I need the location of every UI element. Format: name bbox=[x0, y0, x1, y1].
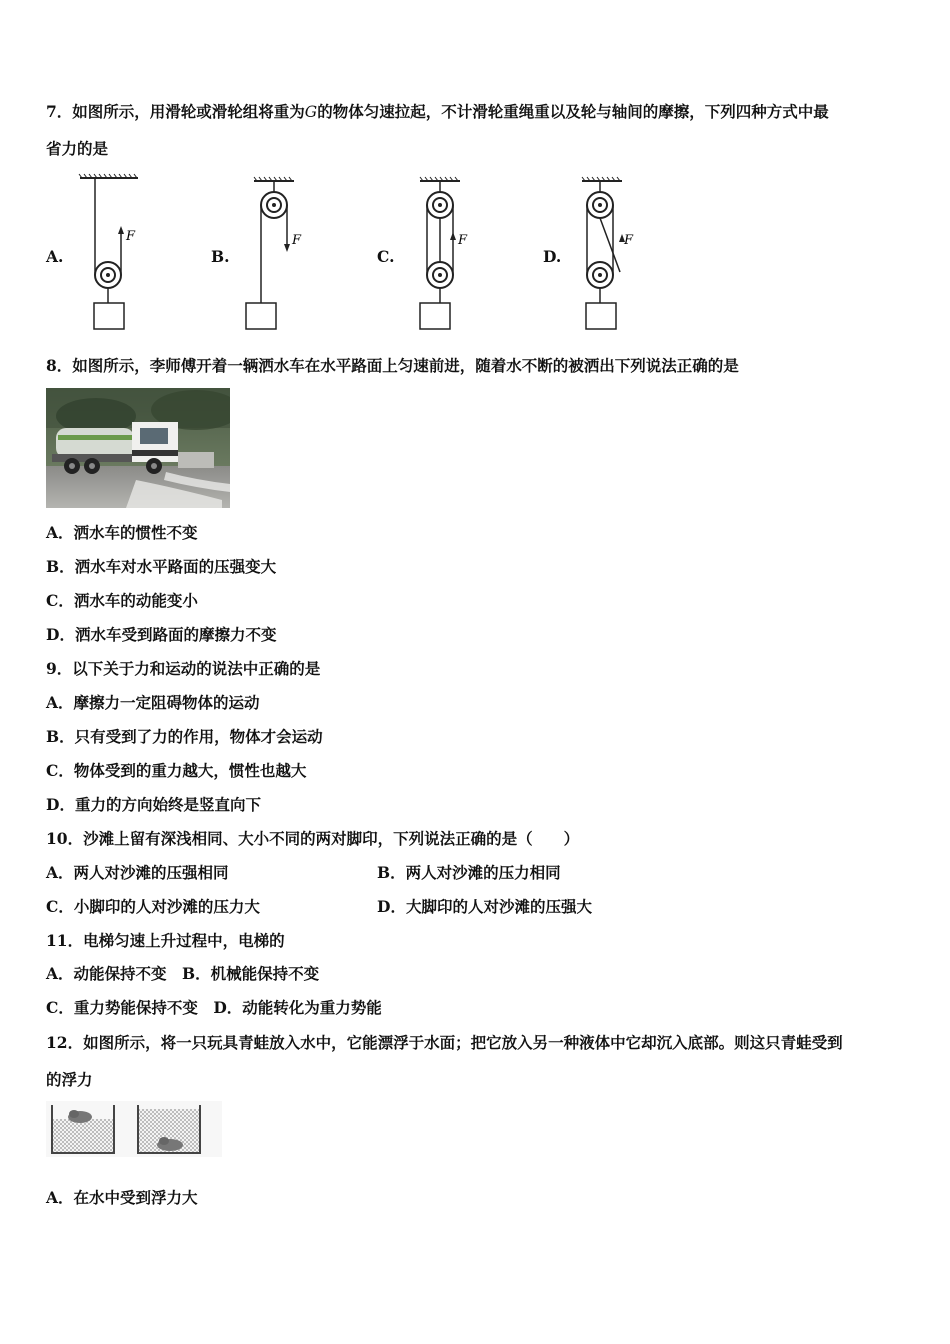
q7-option-d-label: D. bbox=[543, 247, 562, 266]
q12-stem-line2: 的浮力 bbox=[46, 1070, 93, 1089]
q7-a-force-label: F bbox=[126, 229, 136, 244]
q7-b-force-label: F bbox=[292, 233, 302, 248]
q7-option-b-label: B. bbox=[211, 247, 230, 266]
q11-stem: 11．电梯匀速上升过程中，电梯的 bbox=[46, 931, 285, 950]
q7-option-c-label: C. bbox=[377, 247, 395, 266]
q11-options-row1: A．动能保持不变 B．机械能保持不变 bbox=[46, 964, 320, 983]
q7-figure-b bbox=[236, 172, 316, 334]
q8-option-a: A．洒水车的惯性不变 bbox=[46, 523, 198, 542]
q11-options-row2: C．重力势能保持不变 D．动能转化为重力势能 bbox=[46, 998, 382, 1017]
q7-stem-pre: 7．如图所示，用滑轮或滑轮组将重为 bbox=[46, 102, 305, 121]
q9-option-a: A．摩擦力一定阻碍物体的运动 bbox=[46, 693, 260, 712]
q9-stem: 9．以下关于力和运动的说法中正确的是 bbox=[46, 659, 321, 678]
q7-option-a-label: A. bbox=[46, 247, 64, 266]
q7-figure-d bbox=[568, 172, 648, 334]
q8-option-c: C．洒水车的动能变小 bbox=[46, 591, 198, 610]
q7-figure-c bbox=[402, 172, 482, 334]
q9-option-d: D．重力的方向始终是竖直向下 bbox=[46, 795, 261, 814]
q9-option-b: B．只有受到了力的作用，物体才会运动 bbox=[46, 727, 323, 746]
q8-option-b: B．洒水车对水平路面的压强变大 bbox=[46, 557, 277, 576]
q12-frog-beakers-figure bbox=[46, 1101, 222, 1157]
q10-option-c: C．小脚印的人对沙滩的压力大 bbox=[46, 897, 260, 916]
q10-stem: 10．沙滩上留有深浅相同、大小不同的两对脚印，下列说法正确的是（ ） bbox=[46, 829, 580, 848]
q12-option-a: A．在水中受到浮力大 bbox=[46, 1188, 198, 1207]
q7-d-force-label: F bbox=[624, 233, 634, 248]
q7-stem-g: G bbox=[304, 103, 318, 121]
q8-option-d: D．洒水车受到路面的摩擦力不变 bbox=[46, 625, 277, 644]
q10-option-d: D．大脚印的人对沙滩的压强大 bbox=[377, 897, 592, 916]
q9-option-c: C．物体受到的重力越大，惯性也越大 bbox=[46, 761, 307, 780]
q7-stem-line1 bbox=[46, 102, 829, 122]
q10-option-b: B．两人对沙滩的压力相同 bbox=[377, 863, 561, 882]
q12-stem-line1: 12．如图所示，将一只玩具青蛙放入水中，它能漂浮于水面；把它放入另一种液体中它却沉入底部。则这只青蛙受到 bbox=[46, 1033, 843, 1052]
q8-sprinkler-truck-photo bbox=[46, 388, 230, 508]
q7-stem-line2: 省力的是 bbox=[46, 139, 109, 158]
q7-figure-a bbox=[70, 172, 150, 334]
q7-stem-post: 的物体匀速拉起，不计滑轮重绳重以及轮与轴间的摩擦，下列四种方式中最 bbox=[317, 102, 829, 121]
q10-option-a: A．两人对沙滩的压强相同 bbox=[46, 863, 229, 882]
q8-stem: 8．如图所示，李师傅开着一辆洒水车在水平路面上匀速前进，随着水不断的被洒出下列说法正确的是 bbox=[46, 356, 739, 375]
q7-c-force-label: F bbox=[458, 233, 468, 248]
